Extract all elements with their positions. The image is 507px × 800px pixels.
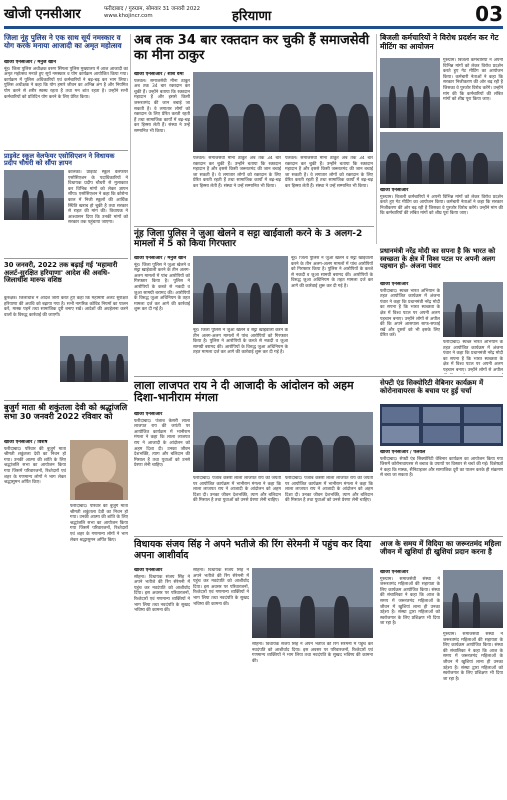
story-photo <box>4 170 64 220</box>
story-body-continued: फरीदाबाद। परिवार की बुजुर्ग माता श्रीमती शकुंतला देवी का निधन हो गया। उनकी आत्मा की शांति के लिए श्रद्धांजलि सभा का आयोजन किया गया जिसमें परिवारजनों, रिश्तेदारों एवं शहर के गणमान्य लोगों ने भाग लेकर श्रद्धासुमन अर्पित किए। <box>70 504 128 543</box>
story-headline: बिजली कर्मचारियों ने विरोध प्रदर्शन कर गेट मीटिंग का आयोजन <box>380 33 499 51</box>
story-body-continued: सोहना। विधायक संजय सिंह ने अपने भतीजे की रिंग सेरेमनी में पहुंच कर नवदंपति को आशीर्वाद दिया। इस अवसर पर परिवारजनों, रिश्तेदारों एवं गणमान्य व्यक्तियों ने भाग लिया तथा नवदंपति के सुखद भविष्य की कामना की। <box>252 642 373 664</box>
story-body-continued: पलवल। समाजसेवी मीना ठाकुर अब तक 34 बार रक्तदान कर चुकी हैं। उन्होंने बताया कि रक्तदान महादान है और इससे किसी जरूरतमंद की जान बचाई जा सकती है। वे लगातार लोगों को रक्तदान के लिए प्रेरित करती रहती हैं तथा सामाजिक कार्यों में बढ़-चढ़ कर हिस्सा लेती हैं। संस्था ने उन्हें सम्मानित भी किया। <box>193 156 281 189</box>
webinar-photo-grid <box>380 404 503 446</box>
story-body-continued: फरीदाबाद। पंजाब केसरी लाला लाजपत राय की जयंती पर आयोजित कार्यक्रम में भानीराम मंगला ने कहा कि लाला लाजपत राय ने आजादी के आंदोलन को अहम दिशा दी। उनका जीवन देशभक्ति, त्याग और बलिदान की मिसाल है तथा युवाओं को उनसे प्रेरणा लेनी चाहिए। <box>285 476 373 504</box>
story-headline: नूंह जिला पुलिस ने जुआ खेलने व सट्टा खाईवाली करने के 3 अलग-2 मामलों में 5 को किया गिरफ्तार <box>134 229 363 250</box>
story-headline: लाला लाजपत राय ने दी आजादी के आंदोलन को अहम दिशा-भानीराम मंगला <box>134 379 354 405</box>
masthead-rule <box>4 26 503 29</box>
column-divider <box>376 34 377 244</box>
story-body-continued: नूंह। जिला पुलिस ने जुआ खेलने व सट्टा खाईवाली करने के तीन अलग-अलग मामलों में पांच आरोपियों को गिरफ्तार किया है। पुलिस ने आरोपियों के कब्जे से नकदी व जुआ सामग्री बरामद की। आरोपियों के विरुद्ध जुआ अधिनियम के तहत मामला दर्ज कर आगे की कार्रवाई शुरू कर दी गई है। <box>291 256 373 289</box>
story-body: खोजी एनसीआर फरीदाबाद। स्वच्छ भारत अभियान के तहत आयोजित कार्यक्रम में अंजना पंवार ने कहा कि प्रधानमंत्री नरेंद्र मोदी का सपना है कि भारत स्वच्छता के क्षेत्र में विश्व पटल पर अपनी अलग पहचान बनाए। उन्होंने लोगों से अपील की कि अपने आसपास साफ-सफाई रखें और दूसरों को भी इसके लिए प्रेरित करें। <box>380 282 440 339</box>
story-body: खोजी एनसीआर फरीदाबाद। पंजाब केसरी लाला लाजपत राय की जयंती पर आयोजित कार्यक्रम में भानीराम मंगला ने कहा कि लाला लाजपत राय ने आजादी के आंदोलन को अहम दिशा दी। उनका जीवन देशभक्ति, त्याग और बलिदान की मिसाल है तथा युवाओं को उनसे प्रेरणा लेनी चाहिए। <box>134 412 190 469</box>
newspaper-logo: खोजी एनसीआर <box>4 7 81 22</box>
story-body-continued: गुरुग्राम। समाजसेवी संस्था ने जरूरतमंद महिलाओं की सहायता के लिए कार्यक्रम आयोजित किया। संस्था की संचालिका ने कहा कि आज के समय में जरूरतमंद महिलाओं के जीवन में खुशियां लाना ही उनका उद्देश्य है। संस्था द्वारा महिलाओं को स्वरोजगार के लिए प्रशिक्षण भी दिया जा रहा है। <box>443 632 503 682</box>
story-photo <box>380 132 503 184</box>
story-headline: सेफ्टी एंड सिक्योरिटी वेबिनार कार्यक्रम में कोरोनावायरस के बचाव पर हुई चर्चा <box>380 379 484 395</box>
story-headline: प्राइवेट स्कूल वेलफेयर एसोसिएशन ने विधायक प्रदीप चौधरी को सौंपा ज्ञापन <box>4 152 115 168</box>
story-photo <box>443 570 503 628</box>
story-photo <box>193 412 373 472</box>
story-photo <box>443 282 503 337</box>
story-headline: अब तक 34 बार रक्तदान कर चुकी हैं समाजसेवी का मीना ठाकुर <box>134 33 370 63</box>
story-photo <box>60 336 128 382</box>
story-headline: आज के समय में विदिया का जरूरतमंद महिला जीवन में खुशियां ही खुशियां प्रदान करना है <box>380 539 502 557</box>
story-body: खोजी एनसीआर / मनुज खान नूंह। जिला पुलिस अधीक्षक वरुण सिंगला पुलिस मुख्यालय में आज आजादी का अमृत महोत्सव मनाते हुए सूर्य नमस्कार व योग कार्यक्रम आयोजित किया गया। कार्यक्रम में पुलिस अधिकारियों एवं कर्मचारियों ने बढ़-चढ़ कर भाग लिया। पुलिस अधीक्षक ने कहा कि योग हमारे जीवन का अभिन्न अंग है और नियमित योग करने से शरीर स्वस्थ रहता है तथा मन शांत रहता है। उन्होंने सभी कर्मचारियों को प्रतिदिन योग करने के लिए प्रेरित किया। <box>4 60 128 100</box>
story-body-continued: खोजी एनसीआर गुरुग्राम। बिजली कर्मचारियों ने अपनी विभिन्न मांगों को लेकर विरोध प्रदर्शन करते हुए गेट मीटिंग का आयोजन किया। कर्मचारी नेताओं ने कहा कि सरकार निजीकरण की ओर बढ़ रही है जिसका वे पुरजोर विरोध करेंगे। उन्होंने मांग की कि कर्मचारियों की लंबित मांगों को शीघ्र पूरा किया जाए। <box>380 188 503 217</box>
story-photo <box>193 72 373 152</box>
story-divider <box>4 258 128 259</box>
story-body: खोजी एनसीआर / शशि वर्मा पलवल। समाजसेवी मीना ठाकुर अब तक 34 बार रक्तदान कर चुकी हैं। उन्होंने बताया कि रक्तदान महादान है और इससे किसी जरूरतमंद की जान बचाई जा सकती है। वे लगातार लोगों को रक्तदान के लिए प्रेरित करती रहती हैं तथा सामाजिक कार्यों में बढ़-चढ़ कर हिस्सा लेती हैं। संस्था ने उन्हें सम्मानित भी किया। <box>134 72 190 134</box>
story-body-continued: नूंह। जिला पुलिस ने जुआ खेलने व सट्टा खाईवाली करने के तीन अलग-अलग मामलों में पांच आरोपियों को गिरफ्तार किया है। पुलिस ने आरोपियों के कब्जे से नकदी व जुआ सामग्री बरामद की। आरोपियों के विरुद्ध जुआ अधिनियम के तहत मामला दर्ज कर आगे की कार्रवाई शुरू कर दी गई है। <box>193 328 288 356</box>
story-body: कालका। प्राइवेट स्कूल वेलफेयर एसोसिएशन के पदाधिकारियों ने विधायक प्रदीप चौधरी से मुलाकात कर विभिन्न मांगों को लेकर ज्ञापन सौंपा। एसोसिएशन ने कहा कि कोरोना काल में निजी स्कूलों की आर्थिक स्थिति खराब हो चुकी है तथा सरकार से राहत की मांग की। विधायक ने आश्वासन दिया कि उनकी मांगों को सरकार तक पहुंचाया जाएगा। <box>68 170 128 226</box>
page-number: 03 <box>475 2 503 26</box>
section-title: हरियाणा <box>232 9 272 24</box>
story-headline: जिला नूंह पुलिस ने एक साथ सूर्य नमस्कार व योग करके मनाया आजादी का अमृत महोत्सव <box>4 33 122 51</box>
story-body: खोजी एनसीआर गुरुग्राम। समाजसेवी संस्था ने जरूरतमंद महिलाओं की सहायता के लिए कार्यक्रम आयोजित किया। संस्था की संचालिका ने कहा कि आज के समय में जरूरतमंद महिलाओं के जीवन में खुशियां लाना ही उनका उद्देश्य है। संस्था द्वारा महिलाओं को स्वरोजगार के लिए प्रशिक्षण भी दिया जा रहा है। <box>380 570 440 627</box>
story-body: खोजी एनसीआर सोहना। विधायक संजय सिंह ने अपने भतीजे की रिंग सेरेमनी में पहुंच कर नवदंपति को आशीर्वाद दिया। इस अवसर पर परिवारजनों, रिश्तेदारों एवं गणमान्य व्यक्तियों ने भाग लिया तथा नवदंपति के सुखद भविष्य की कामना की। <box>134 568 190 614</box>
story-body-continued: फरीदाबाद। स्वच्छ भारत अभियान के तहत आयोजित कार्यक्रम में अंजना पंवार ने कहा कि प्रधानमंत्री नरेंद्र मोदी का सपना है कि भारत स्वच्छता के क्षेत्र में विश्व पटल पर अपनी अलग पहचान बनाए। उन्होंने लोगों से अपील <box>443 340 503 373</box>
story-divider <box>134 226 374 227</box>
story-body: गुरुग्राम। बिजली कर्मचारियों ने अपनी विभिन्न मांगों को लेकर विरोध प्रदर्शन करते हुए गेट मीटिंग का आयोजन किया। कर्मचारी नेताओं ने कहा कि सरकार निजीकरण की ओर बढ़ रही है जिसका वे पुरजोर विरोध करेंगे। उन्होंने मांग की कि कर्मचारियों की लंबित मांगों को शीघ्र पूरा किया जाए। <box>443 58 503 103</box>
story-divider <box>134 376 503 377</box>
story-body-continued: पलवल। समाजसेवी मीना ठाकुर अब तक 34 बार रक्तदान कर चुकी हैं। उन्होंने बताया कि रक्तदान महादान है और इससे किसी जरूरतमंद की जान बचाई जा सकती है। वे लगातार लोगों को रक्तदान के लिए प्रेरित करती रहती हैं तथा सामाजिक कार्यों में बढ़-चढ़ कर हिस्सा लेती हैं। संस्था ने उन्हें सम्मानित भी किया। <box>285 156 373 189</box>
story-headline: विधायक संजय सिंह ने अपने भतीजे की रिंग सेरेमनी में पहुंच कर दिया अपना आशीर्वाद <box>134 539 372 561</box>
story-body: खोजी एनसीआर / मनुज खान नूंह। जिला पुलिस ने जुआ खेलने व सट्टा खाईवाली करने के तीन अलग-अलग मामलों में पांच आरोपियों को गिरफ्तार किया है। पुलिस ने आरोपियों के कब्जे से नकदी व जुआ सामग्री बरामद की। आरोपियों के विरुद्ध जुआ अधिनियम के तहत मामला दर्ज कर आगे की कार्रवाई शुरू कर दी गई है। <box>134 256 190 313</box>
story-body-continued: सोहना। विधायक संजय सिंह ने अपने भतीजे की रिंग सेरेमनी में पहुंच कर नवदंपति को आशीर्वाद दिया। इस अवसर पर परिवारजनों, रिश्तेदारों एवं गणमान्य व्यक्तियों ने भाग लिया तथा नवदंपति के सुखद भविष्य की कामना की। <box>193 568 249 607</box>
story-photo <box>380 58 440 128</box>
story-headline: 30 जनवरी, 2022 तक बढ़ाई गई 'महामारी अलर्ट-सुरक्षित हरियाणा' आदेश की अवधि-जिलाधीश मारुफ वशिष्ठ <box>4 261 118 285</box>
portrait-photo <box>70 440 128 500</box>
story-headline: बुजुर्ग माता श्री शकुंतला देवी को श्रद्धांजलि सभा 30 जनवरी 2022 रविवार को <box>4 403 128 421</box>
story-body: कुरुक्षेत्र। जिलाधीश ने आदेश जारी करते हुए कहा कि महामारी अलर्ट सुरक्षित हरियाणा की अवधि को बढ़ाया गया है। सभी नागरिक कोविड नियमों का पालन करें, मास्क पहनें तथा सामाजिक दूरी बनाए रखें। आदेशों की अवहेलना करने वालों के विरुद्ध कार्रवाई की जाएगी। <box>4 296 128 318</box>
column-divider <box>130 34 131 260</box>
story-photo <box>252 568 373 638</box>
story-body-continued: फरीदाबाद। पंजाब केसरी लाला लाजपत राय की जयंती पर आयोजित कार्यक्रम में भानीराम मंगला ने कहा कि लाला लाजपत राय ने आजादी के आंदोलन को अहम दिशा दी। उनका जीवन देशभक्ति, त्याग और बलिदान की मिसाल है तथा युवाओं को उनसे प्रेरणा लेनी चाहिए। <box>193 476 281 504</box>
story-body: खोजी एनसीआर / विशेष फरीदाबाद। परिवार की बुजुर्ग माता श्रीमती शकुंतला देवी का निधन हो गया। उनकी आत्मा की शांति के लिए श्रद्धांजलि सभा का आयोजन किया गया जिसमें परिवारजनों, रिश्तेदारों एवं शहर के गणमान्य लोगों ने भाग लेकर श्रद्धासुमन अर्पित किए। <box>4 440 66 486</box>
dateline: फरीदाबाद / गुरुग्राम, सोमवार 31 जनवरी 2022 www.khojincr.com <box>104 6 201 19</box>
story-body: खोजी एनसीआर / पलवल फरीदाबाद। सेफ्टी एंड सिक्योरिटी वेबिनार कार्यक्रम का आयोजन किया गया जिसमें कोरोनावायरस से बचाव के उपायों पर विस्तार से चर्चा की गई। विशेषज्ञों ने कहा कि मास्क, सैनिटाइजर और सामाजिक दूरी का पालन करके ही संक्रमण से बचा जा सकता है। <box>380 450 503 479</box>
story-headline: प्रधानमंत्री नरेंद्र मोदी का सपना है कि भारत को स्वच्छता के क्षेत्र में विश्व पटल पर अपनी अलग पहचान हो- अंजना पंवार <box>380 247 496 271</box>
story-divider <box>4 150 128 151</box>
story-divider <box>134 536 503 537</box>
story-photo <box>193 256 288 324</box>
masthead <box>4 4 503 30</box>
story-divider <box>4 400 128 401</box>
